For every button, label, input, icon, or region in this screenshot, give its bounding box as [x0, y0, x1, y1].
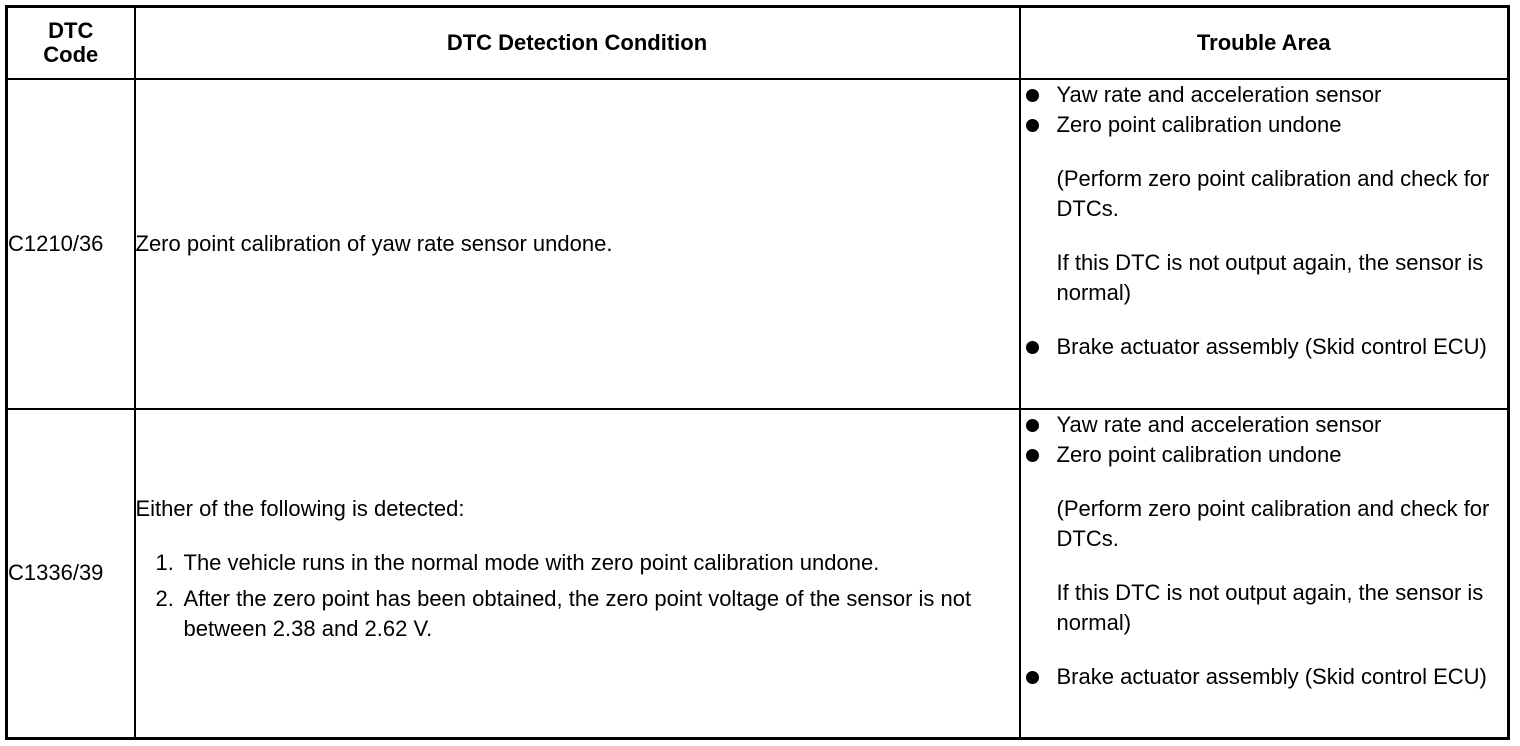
dtc-code-cell: C1210/36 — [7, 79, 135, 409]
trouble-area-cell — [1020, 409, 1509, 739]
trouble-area-note: (Perform zero point calibration and check for DTCs. — [1056, 165, 1490, 221]
trouble-area-note: If this DTC is not output again, the sensor is normal) — [1056, 579, 1484, 635]
trouble-area-cell — [1020, 79, 1509, 409]
condition-intro: Either of the following is detected: — [135, 496, 465, 522]
condition-item — [136, 548, 1019, 578]
trouble-area-list — [1021, 332, 1508, 362]
detection-condition-cell — [135, 409, 1020, 739]
trouble-area-item: Yaw rate and acceleration sensor — [1021, 80, 1508, 110]
header-row — [7, 7, 1509, 79]
dtc-code-cell: C1336/39 — [7, 409, 135, 739]
trouble-area-item: Brake actuator assembly (Skid control ECU) — [1021, 332, 1508, 362]
header-dtc-code-line2: Code — [43, 41, 99, 67]
condition-item-text: After the zero point has been obtained, the zero point voltage of the sensor is not between 2.38 and 2.62 V. — [183, 586, 972, 642]
trouble-area-list — [1021, 410, 1508, 470]
condition-item-text: The vehicle runs in the normal mode with zero point calibration undone. — [183, 550, 880, 576]
trouble-area-note: If this DTC is not output again, the sensor is normal) — [1056, 249, 1484, 305]
condition-list — [136, 548, 1019, 644]
detection-condition-cell — [135, 79, 1020, 409]
trouble-area-item: Yaw rate and acceleration sensor — [1021, 410, 1508, 440]
table-row — [7, 79, 1509, 409]
header-dtc-code-line1: DTC — [48, 17, 94, 43]
condition-item — [136, 584, 1019, 644]
condition-text: Zero point calibration of yaw rate sensor undone. — [135, 230, 613, 256]
condition-number: 2. — [155, 586, 174, 612]
trouble-area-note: (Perform zero point calibration and check for DTCs. — [1056, 495, 1490, 551]
table-row — [7, 409, 1509, 739]
header-detection-condition: DTC Detection Condition — [135, 7, 1020, 79]
dtc-table — [5, 5, 1510, 740]
header-dtc-code — [7, 7, 135, 79]
trouble-area-item: Zero point calibration undone — [1021, 440, 1508, 470]
trouble-area-item: Brake actuator assembly (Skid control ECU) — [1021, 662, 1508, 692]
condition-number: 1. — [155, 550, 174, 576]
trouble-area-item: Zero point calibration undone — [1021, 110, 1508, 140]
header-trouble-area: Trouble Area — [1020, 7, 1509, 79]
trouble-area-list — [1021, 662, 1508, 692]
trouble-area-list — [1021, 80, 1508, 140]
